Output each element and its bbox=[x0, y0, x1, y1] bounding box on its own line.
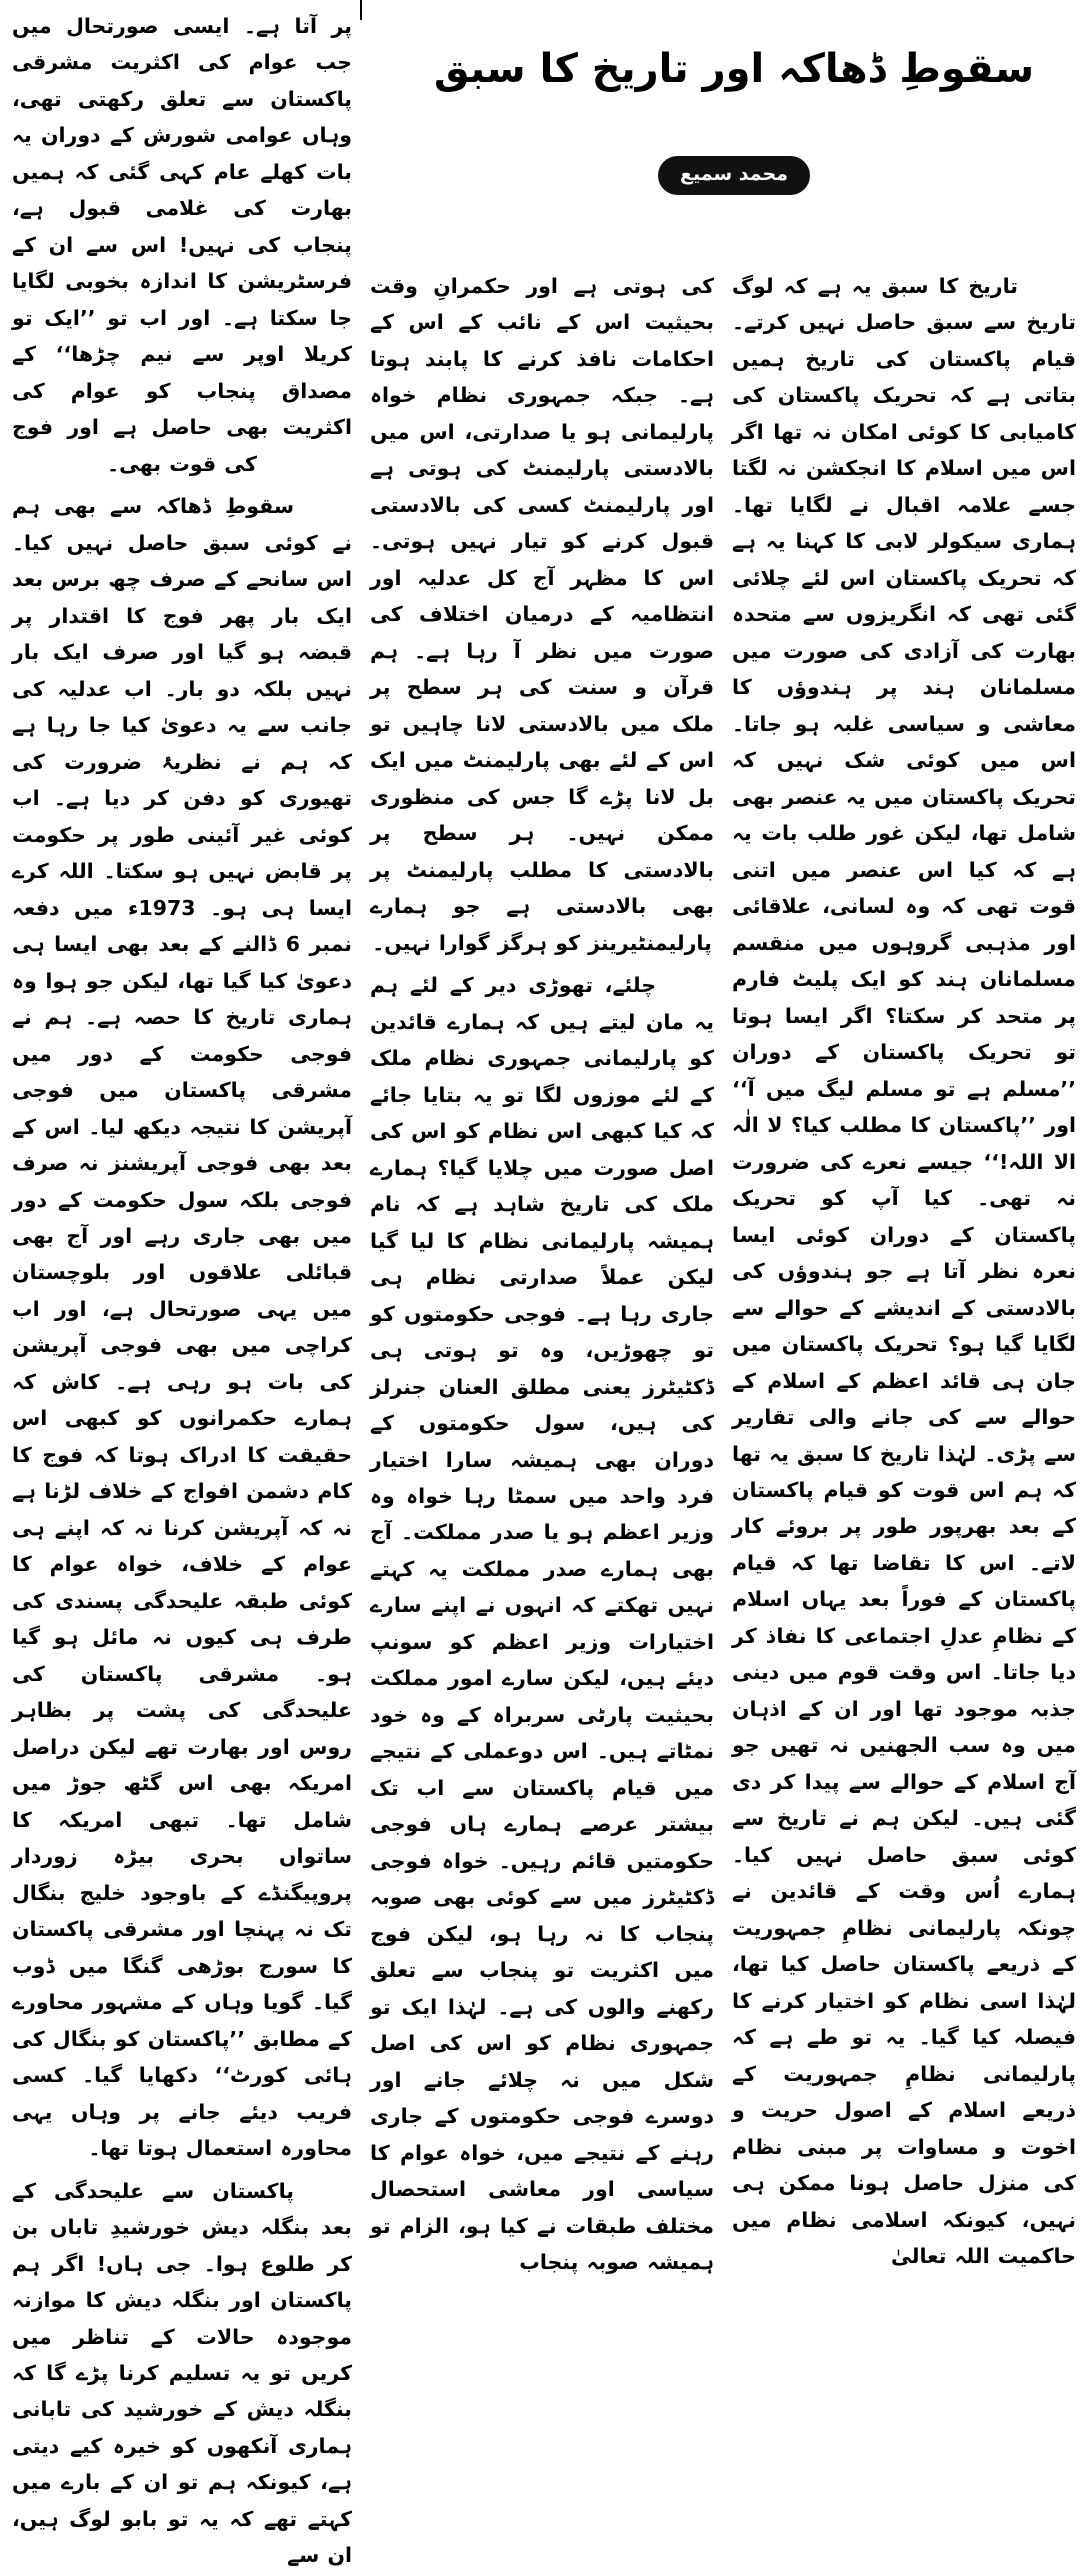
article-column-right bbox=[732, 268, 1076, 2269]
masthead bbox=[384, 0, 1084, 262]
article-headline: سقوطِ ڈھاکہ اور تاریخ کا سبق bbox=[433, 46, 1035, 92]
column-divider-rule bbox=[360, 0, 362, 20]
byline-container bbox=[424, 156, 1044, 195]
article-column-left bbox=[12, 8, 353, 2568]
paragraph: پاکستان سے علیحدگی کے بعد بنگلہ دیش خورشیدِ تاباں بن کر طلوع ہوا۔ جی ہاں! اگر ہم پاکستان اور بنگلہ دیش کا موازنہ موجودہ حالات کے تناظر میں کریں تو یہ تسلیم کرنا پڑے گا کہ بنگلہ دیش کے خورشید کی تابانی ہماری آنکھوں کو خیرہ کیے دیتی ہے، کیونکہ ہم تو ان کے بارے میں کہتے تھے کہ یہ تو بابو لوگ ہیں، ان سے bbox=[12, 2178, 352, 2568]
paragraph: پر آتا ہے۔ ایسی صورتحال میں جب عوام کی اکثریت مشرقی پاکستان سے تعلق رکھتی تھی، وہاں عوامی شورش کے دوران یہ بات کھلے عام کہی گئی کہ ہمیں بھارت کی غلامی قبول ہے، پنجاب کی نہیں! اس سے ان کے فرسٹریشن کا اندازہ بخوبی لگایا جا سکتا ہے۔ اور اب تو ’’ایک تو کریلا اوپر سے نیم چڑھا‘‘ کے مصداق پنجاب کو عوام کی اکثریت بھی حاصل ہے اور فوج کی قوت بھی۔ bbox=[12, 14, 352, 476]
author-byline-badge: محمد سمیع bbox=[658, 156, 810, 195]
article-column-middle bbox=[370, 268, 714, 2275]
paragraph: کی ہوتی ہے اور حکمرانِ وقت بحیثیت اس کے نائب کے اس کے احکامات نافذ کرنے کا پابند ہوتا ہے۔ جبکہ جمہوری نظام خواہ پارلیمانی ہو یا صدارتی، اس میں بالادستی پارلیمنٹ کی ہوتی ہے اور پارلیمنٹ کسی کی بالادستی قبول کرنے کو تیار نہیں ہوتی۔ اس کا مظہر آج کل عدلیہ اور انتظامیہ کے درمیان اختلاف کی صورت میں نظر آ رہا ہے۔ ہم قرآن و سنت کی ہر سطح پر ملک میں بالادستی لانا چاہیں تو اس کے لئے بھی پارلیمنٹ میں ایک بل لانا پڑے گا جس کی منظوری ممکن نہیں۔ ہر سطح پر بالادستی کا مطلب پارلیمنٹ پر بھی بالادستی ہے جو ہمارے پارلیمنٹیرینز کو ہرگز گوارا نہیں۔ bbox=[370, 274, 714, 955]
paragraph: چلئے، تھوڑی دیر کے لئے ہم یہ مان لیتے ہیں کہ ہمارے قائدین کو پارلیمانی جمہوری نظام ملک کے لئے موزوں لگا تو یہ بتایا جائے کہ کیا کبھی اس نظام کو اس کی اصل صورت میں چلایا گیا؟ ہمارے ملک کی تاریخ شاہد ہے کہ نام ہمیشہ پارلیمانی نظام کا لیا گیا لیکن عملاً صدارتی نظام ہی جاری رہا ہے۔ فوجی حکومتوں کو تو چھوڑیں، وہ تو ہوتی ہی ڈکٹیٹرز یعنی مطلق العنان جنرلز کی ہیں، سول حکومتوں کے دوران بھی ہمیشہ سارا اختیار فرد واحد میں سمٹا رہا خواہ وہ وزیر اعظم ہو یا صدر مملکت۔ آج بھی ہمارے صدر مملکت یہ کہتے نہیں تھکتے کہ انہوں نے اپنے سارے اختیارات وزیر اعظم کو سونپ دیئے ہیں، لیکن سارے امور مملکت بحیثیت پارٹی سربراہ کے وہ خود نمٹاتے ہیں۔ اس دوعملی کے نتیجے میں قیام پاکستان سے اب تک بیشتر عرصے ہمارے ہاں فوجی حکومتیں قائم رہیں۔ خواہ فوجی ڈکٹیٹرز میں سے کوئی بھی صوبہ پنجاب کا نہ رہا ہو، لیکن فوج میں اکثریت تو پنجاب سے تعلق رکھنے والوں کی ہے۔ لہٰذا ایک تو جمہوری نظام کو اس کی اصل شکل میں نہ چلائے جانے اور دوسرے فوجی حکومتوں کے جاری رہنے کے نتیجے میں، خواہ عوام کا سیاسی اور معاشی استحصال مختلف طبقات نے کیا ہو، الزام تو ہمیشہ صوبہ پنجاب bbox=[370, 973, 714, 2275]
paragraph: سقوطِ ڈھاکہ سے بھی ہم نے کوئی سبق حاصل نہیں کیا۔ اس سانحے کے صرف چھ برس بعد ایک بار پھر فوج کا اقتدار پر قبضہ ہو گیا اور صرف ایک بار نہیں بلکہ دو بار۔ اب عدلیہ کی جانب سے یہ دعویٰ کیا جا رہا ہے کہ ہم نے نظریۂ ضرورت کی تھیوری کو دفن کر دیا ہے۔ اب کوئی غیر آئینی طور پر حکومت پر قابض نہیں ہو سکتا۔ اللہ کرے ایسا ہی ہو۔ 1973ء میں دفعہ نمبر 6 ڈالنے کے بعد بھی ایسا ہی دعویٰ کیا گیا تھا، لیکن جو ہوا وہ ہماری تاریخ کا حصہ ہے۔ ہم نے فوجی حکومت کے دور میں مشرقی پاکستان میں فوجی آپریشن کا نتیجہ دیکھ لیا۔ اس کے بعد بھی فوجی آپریشنز نہ صرف فوجی بلکہ سول حکومت کے دور میں بھی جاری رہے اور آج بھی قبائلی علاقوں اور بلوچستان میں یہی صورتحال ہے، اور اب کراچی میں بھی فوجی آپریشن کی بات ہو رہی ہے۔ کاش کہ ہمارے حکمرانوں کو کبھی اس حقیقت کا ادراک ہوتا کہ فوج کا کام دشمن افواج کے خلاف لڑنا ہے نہ کہ آپریشن کرنا نہ کہ اپنے ہی عوام کے خلاف، خواہ عوام کا کوئی طبقہ علیحدگی پسندی کی طرف ہی کیوں نہ مائل ہو گیا ہو۔ مشرقی پاکستان کی علیحدگی کی پشت پر بظاہر روس اور بھارت تھے لیکن دراصل امریکہ بھی اس گٹھ جوڑ میں شامل تھا۔ تبھی امریکہ کا ساتواں بحری بیڑہ زوردار پروپیگنڈے کے باوجود خلیج بنگال تک نہ پہنچا اور مشرقی پاکستان کا سورج بوڑھی گنگا میں ڈوب گیا۔ گویا وہاں کے مشہور محاورے کے مطابق ’’پاکستان کو بنگال کی ہائی کورٹ‘‘ دکھایا گیا۔ کسی فریب دیئے جانے پر وہاں یہی محاورہ استعمال ہوتا تھا۔ bbox=[12, 494, 353, 2161]
paragraph: تاریخ کا سبق یہ ہے کہ لوگ تاریخ سے سبق حاصل نہیں کرتے۔ قیام پاکستان کی تاریخ ہمیں بتاتی ہے کہ تحریک پاکستان کی کامیابی کا کوئی امکان نہ تھا اگر اس میں اسلام کا انجکشن نہ لگتا جسے علامہ اقبال نے لگایا تھا۔ ہماری سیکولر لابی کا کہنا یہ ہے کہ تحریک پاکستان اس لئے چلائی گئی تھی کہ انگریزوں سے متحدہ بھارت کی آزادی کی صورت میں مسلمانان ہند پر ہندوؤں کا معاشی و سیاسی غلبہ ہو جاتا۔ اس میں کوئی شک نہیں کہ تحریک پاکستان میں یہ عنصر بھی شامل تھا، لیکن غور طلب بات یہ ہے کہ کیا اس عنصر میں اتنی قوت تھی کہ وہ لسانی، علاقائی اور مذہبی گروہوں میں منقسم مسلمانان ہند کو ایک پلیٹ فارم پر متحد کر سکتا؟ اگر ایسا ہوتا تو تحریک پاکستان کے دوران ’’مسلم ہے تو مسلم لیگ میں آ‘‘ اور ’’پاکستان کا مطلب کیا؟ لا الٰہ الا اللہ!‘‘ جیسے نعرے کی ضرورت نہ تھی۔ کیا آپ کو تحریک پاکستان کے دوران کوئی ایسا نعرہ نظر آتا ہے جو ہندوؤں کی بالادستی کے اندیشے کے حوالے سے لگایا گیا ہو؟ تحریک پاکستان میں جان ہی قائد اعظم کے اسلام کے حوالے سے کی جانے والی تقاریر سے پڑی۔ لہٰذا تاریخ کا سبق یہ تھا کہ ہم اس قوت کو قیام پاکستان کے بعد بھرپور طور پر بروئے کار لاتے۔ اس کا تقاضا تھا کہ قیام پاکستان کے فوراً بعد یہاں اسلام کے نظامِ عدلِ اجتماعی کا نفاذ کر دیا جاتا۔ اس وقت قوم میں دینی جذبہ موجود تھا اور ان کے اذہان میں وہ سب الجھنیں نہ تھیں جو آج اسلام کے حوالے سے پیدا کر دی گئی ہیں۔ لیکن ہم نے تاریخ سے کوئی سبق حاصل نہیں کیا۔ ہمارے اُس وقت کے قائدین نے چونکہ پارلیمانی نظامِ جمہوریت کے ذریعے پاکستان حاصل کیا تھا، لہٰذا اسی نظام کو اختیار کرنے کا فیصلہ کیا گیا۔ یہ تو طے ہے کہ پارلیمانی نظامِ جمہوریت کے ذریعے اسلام کے اصول حریت و اخوت و مساوات پر مبنی نظام کی منزل حاصل ہونا ممکن ہی نہیں، کیونکہ اسلامی نظام میں حاکمیت اللہ تعالیٰ bbox=[732, 274, 1076, 2269]
